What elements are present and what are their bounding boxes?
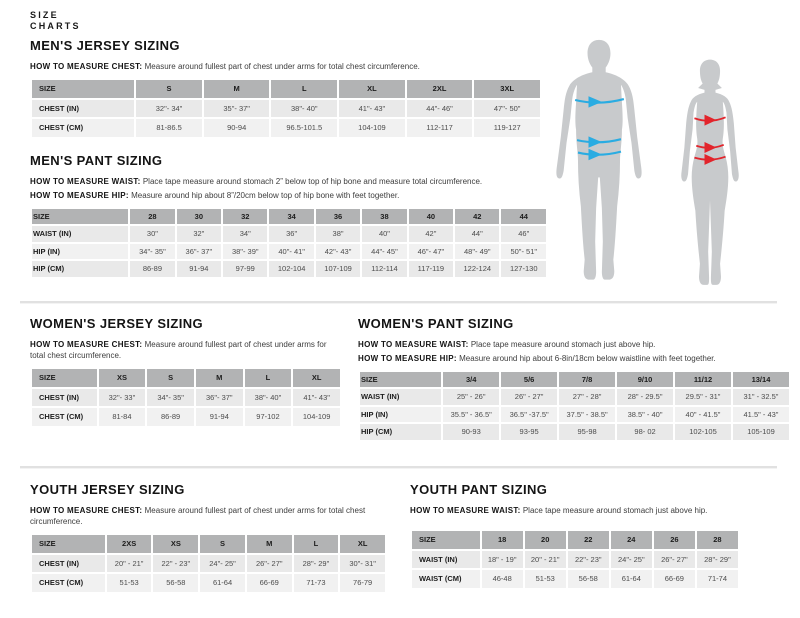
size-value-cell: 42" bbox=[409, 226, 453, 242]
size-value-cell: 102-105 bbox=[675, 424, 731, 440]
size-value-cell: 105-109 bbox=[733, 424, 789, 440]
table-row bbox=[32, 226, 546, 242]
size-value-cell: 93-95 bbox=[501, 424, 557, 440]
size-value-cell: 24"- 25" bbox=[200, 555, 245, 573]
size-column-header: 32 bbox=[223, 209, 267, 225]
size-value-cell: 127-130 bbox=[501, 261, 546, 277]
size-value-cell: 46" bbox=[501, 226, 546, 242]
size-value-cell: 90-93 bbox=[443, 424, 499, 440]
howto-line bbox=[410, 505, 740, 516]
table-header-row bbox=[360, 372, 789, 388]
howto-label: HOW TO MEASURE CHEST: bbox=[30, 506, 143, 515]
row-label: CHEST (CM) bbox=[32, 119, 134, 137]
size-value-cell: 117-119 bbox=[409, 261, 453, 277]
size-value-cell: 38" bbox=[316, 226, 360, 242]
size-value-cell: 41.5" - 43" bbox=[733, 407, 789, 423]
size-column-header: 28 bbox=[130, 209, 174, 225]
howto-label: HOW TO MEASURE HIP: bbox=[30, 190, 129, 200]
size-column-header: 24 bbox=[611, 531, 652, 549]
row-label: CHEST (IN) bbox=[32, 100, 134, 118]
table-row bbox=[32, 100, 540, 118]
size-value-cell: 41"- 43" bbox=[293, 389, 340, 407]
measurement-figures bbox=[542, 28, 792, 302]
size-column-header: 2XL bbox=[407, 80, 473, 98]
size-value-cell: 28" - 29.5" bbox=[617, 389, 673, 405]
size-value-cell: 18" - 19" bbox=[482, 551, 523, 569]
section-youth-pant bbox=[410, 482, 740, 590]
size-column-header: 20 bbox=[525, 531, 566, 549]
size-value-cell: 44"- 45" bbox=[362, 244, 406, 260]
size-column-header: S bbox=[136, 80, 202, 98]
size-value-cell: 36"- 37" bbox=[196, 389, 243, 407]
size-value-cell: 97-99 bbox=[223, 261, 267, 277]
size-value-cell: 36" bbox=[269, 226, 313, 242]
size-column-header: 30 bbox=[177, 209, 221, 225]
size-value-cell: 98- 02 bbox=[617, 424, 673, 440]
size-value-cell: 38.5" - 40" bbox=[617, 407, 673, 423]
table-row bbox=[360, 389, 789, 405]
size-column-header: 13/14 bbox=[733, 372, 789, 388]
size-value-cell: 56-58 bbox=[568, 570, 609, 588]
row-label: HIP (IN) bbox=[360, 407, 441, 423]
size-value-cell: 46"- 47" bbox=[409, 244, 453, 260]
table-row bbox=[412, 551, 738, 569]
size-column-header: L bbox=[294, 535, 339, 553]
size-column-header: 11/12 bbox=[675, 372, 731, 388]
table-row bbox=[32, 574, 385, 592]
size-value-cell: 38"- 40" bbox=[271, 100, 337, 118]
row-label: CHEST (CM) bbox=[32, 408, 97, 426]
size-value-cell: 34" bbox=[223, 226, 267, 242]
size-value-cell: 37.5" - 38.5" bbox=[559, 407, 615, 423]
size-value-cell: 91-94 bbox=[196, 408, 243, 426]
size-value-cell: 28"- 29" bbox=[697, 551, 738, 569]
size-value-cell: 26" - 27" bbox=[501, 389, 557, 405]
size-value-cell: 34"- 35" bbox=[147, 389, 194, 407]
size-column-header: 9/10 bbox=[617, 372, 673, 388]
howto-line bbox=[30, 339, 342, 361]
size-column-header: 3/4 bbox=[443, 372, 499, 388]
size-column-header: 44 bbox=[501, 209, 546, 225]
size-value-cell: 56-58 bbox=[153, 574, 198, 592]
size-value-cell: 30" bbox=[130, 226, 174, 242]
size-value-cell: 96.5-101.5 bbox=[271, 119, 337, 137]
size-column-header: S bbox=[200, 535, 245, 553]
size-column-header: L bbox=[245, 369, 292, 387]
table-row bbox=[360, 407, 789, 423]
size-value-cell: 35"- 37" bbox=[204, 100, 270, 118]
female-body-shape bbox=[681, 60, 738, 285]
table-row bbox=[32, 244, 546, 260]
size-value-cell: 97-102 bbox=[245, 408, 292, 426]
row-label: WAIST (IN) bbox=[32, 226, 128, 242]
howto-label: HOW TO MEASURE CHEST: bbox=[30, 62, 143, 71]
section-womens-pant bbox=[358, 316, 791, 442]
mens-pant-size-table bbox=[30, 207, 548, 279]
size-value-cell: 20" - 21" bbox=[525, 551, 566, 569]
size-value-cell: 40" bbox=[362, 226, 406, 242]
row-label: HIP (IN) bbox=[32, 244, 128, 260]
size-value-cell: 48"- 49" bbox=[455, 244, 499, 260]
row-label: WAIST (IN) bbox=[412, 551, 480, 569]
size-value-cell: 61-64 bbox=[200, 574, 245, 592]
size-value-cell: 38"- 40" bbox=[245, 389, 292, 407]
size-value-cell: 61-64 bbox=[611, 570, 652, 588]
size-value-cell: 122-124 bbox=[455, 261, 499, 277]
size-column-header: 3XL bbox=[474, 80, 540, 98]
size-column-header: XS bbox=[153, 535, 198, 553]
brand-line1: SIZE bbox=[30, 10, 59, 20]
size-header-cell: SIZE bbox=[32, 535, 105, 553]
size-column-header: 2XS bbox=[107, 535, 152, 553]
section-womens-jersey bbox=[30, 316, 342, 428]
howto-label: HOW TO MEASURE HIP: bbox=[358, 353, 457, 363]
table-row bbox=[32, 408, 340, 426]
size-value-cell: 22"- 23" bbox=[568, 551, 609, 569]
section-divider bbox=[20, 466, 777, 469]
size-header-cell: SIZE bbox=[360, 372, 441, 388]
row-label: CHEST (CM) bbox=[32, 574, 105, 592]
table-header-row bbox=[32, 369, 340, 387]
size-value-cell: 20" - 21" bbox=[107, 555, 152, 573]
size-column-header: 42 bbox=[455, 209, 499, 225]
size-column-header: 26 bbox=[654, 531, 695, 549]
row-label: CHEST (IN) bbox=[32, 555, 105, 573]
size-header-cell: SIZE bbox=[32, 369, 97, 387]
size-value-cell: 104-109 bbox=[293, 408, 340, 426]
size-column-header: 40 bbox=[409, 209, 453, 225]
row-label: WAIST (CM) bbox=[412, 570, 480, 588]
size-value-cell: 28"- 29" bbox=[294, 555, 339, 573]
size-column-header: 5/6 bbox=[501, 372, 557, 388]
youth-pant-size-table bbox=[410, 529, 740, 590]
brand-logo bbox=[30, 10, 81, 32]
size-column-header: 22 bbox=[568, 531, 609, 549]
size-column-header: 34 bbox=[269, 209, 313, 225]
male-body-shape bbox=[556, 40, 641, 280]
howto-text: Place tape measure around stomach just above hip. bbox=[470, 340, 656, 349]
womens-jersey-size-table bbox=[30, 367, 342, 428]
howto-text: Measure around hip about 8”/20cm below top of hip bone with feet together. bbox=[131, 190, 400, 200]
size-value-cell: 26"- 27" bbox=[247, 555, 292, 573]
size-value-cell: 51-53 bbox=[525, 570, 566, 588]
size-value-cell: 35.5" - 36.5" bbox=[443, 407, 499, 423]
size-header-cell: SIZE bbox=[32, 80, 134, 98]
table-row bbox=[412, 570, 738, 588]
size-value-cell: 90-94 bbox=[204, 119, 270, 137]
howto-text: Measure around hip about 6-8in/18cm below waistline with feet together. bbox=[459, 353, 716, 363]
size-value-cell: 104-109 bbox=[339, 119, 405, 137]
size-value-cell: 112-117 bbox=[407, 119, 473, 137]
table-header-row bbox=[412, 531, 738, 549]
section-title: WOMEN'S PANT SIZING bbox=[358, 316, 514, 331]
size-value-cell: 38"- 39" bbox=[223, 244, 267, 260]
table-row bbox=[32, 119, 540, 137]
howto-text: Measure around fullest part of chest under arms for total chest circumference. bbox=[30, 506, 366, 527]
size-value-cell: 102-104 bbox=[269, 261, 313, 277]
size-value-cell: 44"- 46" bbox=[407, 100, 473, 118]
size-value-cell: 71-74 bbox=[697, 570, 738, 588]
row-label: HIP (CM) bbox=[32, 261, 128, 277]
table-header-row bbox=[32, 209, 546, 225]
howto-line bbox=[30, 505, 387, 527]
size-value-cell: 107-109 bbox=[316, 261, 360, 277]
size-value-cell: 27" - 28" bbox=[559, 389, 615, 405]
size-value-cell: 26"- 27" bbox=[654, 551, 695, 569]
table-row bbox=[32, 555, 385, 573]
size-value-cell: 91-94 bbox=[177, 261, 221, 277]
howto-line bbox=[30, 176, 548, 187]
howto-label: HOW TO MEASURE WAIST: bbox=[30, 177, 141, 186]
size-value-cell: 86-89 bbox=[130, 261, 174, 277]
howto-line bbox=[30, 190, 548, 201]
size-value-cell: 71-73 bbox=[294, 574, 339, 592]
size-value-cell: 22" - 23" bbox=[153, 555, 198, 573]
female-silhouette bbox=[660, 56, 760, 294]
section-title: YOUTH JERSEY SIZING bbox=[30, 482, 185, 497]
size-header-cell: SIZE bbox=[32, 209, 128, 225]
size-value-cell: 42"- 43" bbox=[316, 244, 360, 260]
section-title: MEN'S PANT SIZING bbox=[30, 153, 163, 168]
size-value-cell: 46-48 bbox=[482, 570, 523, 588]
male-silhouette bbox=[544, 36, 654, 294]
size-value-cell: 86-89 bbox=[147, 408, 194, 426]
size-value-cell: 112-114 bbox=[362, 261, 406, 277]
size-value-cell: 34"- 35" bbox=[130, 244, 174, 260]
howto-label: HOW TO MEASURE CHEST: bbox=[30, 340, 143, 349]
size-column-header: S bbox=[147, 369, 194, 387]
size-column-header: XL bbox=[340, 535, 385, 553]
size-column-header: 38 bbox=[362, 209, 406, 225]
section-youth-jersey bbox=[30, 482, 387, 594]
size-value-cell: 51-53 bbox=[107, 574, 152, 592]
row-label: WAIST (IN) bbox=[360, 389, 441, 405]
womens-pant-size-table bbox=[358, 370, 791, 442]
size-value-cell: 40"- 41" bbox=[269, 244, 313, 260]
size-value-cell: 36"- 37" bbox=[177, 244, 221, 260]
size-value-cell: 95-98 bbox=[559, 424, 615, 440]
howto-line bbox=[358, 353, 791, 364]
section-title: MEN'S JERSEY SIZING bbox=[30, 38, 180, 53]
row-label: HIP (CM) bbox=[360, 424, 441, 440]
size-value-cell: 32"- 33" bbox=[99, 389, 146, 407]
howto-text: Measure around fullest part of chest under arms for total chest circumference. bbox=[144, 62, 420, 71]
section-title: WOMEN'S JERSEY SIZING bbox=[30, 316, 204, 331]
size-value-cell: 41"- 43" bbox=[339, 100, 405, 118]
size-value-cell: 30"- 31" bbox=[340, 555, 385, 573]
mens-jersey-size-table bbox=[30, 78, 542, 139]
table-row bbox=[32, 389, 340, 407]
size-header-cell: SIZE bbox=[412, 531, 480, 549]
size-column-header: XS bbox=[99, 369, 146, 387]
size-value-cell: 66-69 bbox=[654, 570, 695, 588]
size-value-cell: 44" bbox=[455, 226, 499, 242]
howto-label: HOW TO MEASURE WAIST: bbox=[410, 506, 521, 515]
size-column-header: M bbox=[196, 369, 243, 387]
section-divider bbox=[20, 301, 777, 304]
brand-line2: CHARTS bbox=[30, 21, 81, 31]
size-column-header: XL bbox=[339, 80, 405, 98]
section-title: YOUTH PANT SIZING bbox=[410, 482, 548, 497]
howto-line bbox=[358, 339, 791, 350]
size-value-cell: 32" bbox=[177, 226, 221, 242]
size-value-cell: 50"- 51" bbox=[501, 244, 546, 260]
size-column-header: 18 bbox=[482, 531, 523, 549]
size-value-cell: 25" - 26" bbox=[443, 389, 499, 405]
howto-text: Place tape measure around stomach just above hip. bbox=[522, 506, 708, 515]
size-column-header: 28 bbox=[697, 531, 738, 549]
size-value-cell: 32"- 34" bbox=[136, 100, 202, 118]
size-value-cell: 36.5" -37.5" bbox=[501, 407, 557, 423]
size-value-cell: 76-79 bbox=[340, 574, 385, 592]
size-column-header: M bbox=[247, 535, 292, 553]
size-value-cell: 119-127 bbox=[474, 119, 540, 137]
howto-text: Place tape measure around stomach 2” below top of hip bone and measure total circumference. bbox=[142, 177, 483, 186]
table-row bbox=[360, 424, 789, 440]
howto-label: HOW TO MEASURE WAIST: bbox=[358, 340, 469, 349]
row-label: CHEST (IN) bbox=[32, 389, 97, 407]
table-row bbox=[32, 261, 546, 277]
howto-text: Measure around fullest part of chest under arms for total chest circumference. bbox=[30, 340, 327, 361]
table-header-row bbox=[32, 535, 385, 553]
size-value-cell: 81-86.5 bbox=[136, 119, 202, 137]
size-value-cell: 47"- 50" bbox=[474, 100, 540, 118]
size-column-header: 7/8 bbox=[559, 372, 615, 388]
size-value-cell: 24"- 25" bbox=[611, 551, 652, 569]
youth-jersey-size-table bbox=[30, 533, 387, 594]
size-value-cell: 29.5" - 31" bbox=[675, 389, 731, 405]
size-value-cell: 40" - 41.5" bbox=[675, 407, 731, 423]
size-value-cell: 31" - 32.5" bbox=[733, 389, 789, 405]
size-column-header: L bbox=[271, 80, 337, 98]
section-mens-jersey bbox=[30, 38, 542, 139]
size-column-header: 36 bbox=[316, 209, 360, 225]
howto-line bbox=[30, 61, 542, 72]
size-value-cell: 66-69 bbox=[247, 574, 292, 592]
size-value-cell: 81-84 bbox=[99, 408, 146, 426]
section-mens-pant bbox=[30, 153, 548, 279]
size-column-header: XL bbox=[293, 369, 340, 387]
size-column-header: M bbox=[204, 80, 270, 98]
table-header-row bbox=[32, 80, 540, 98]
